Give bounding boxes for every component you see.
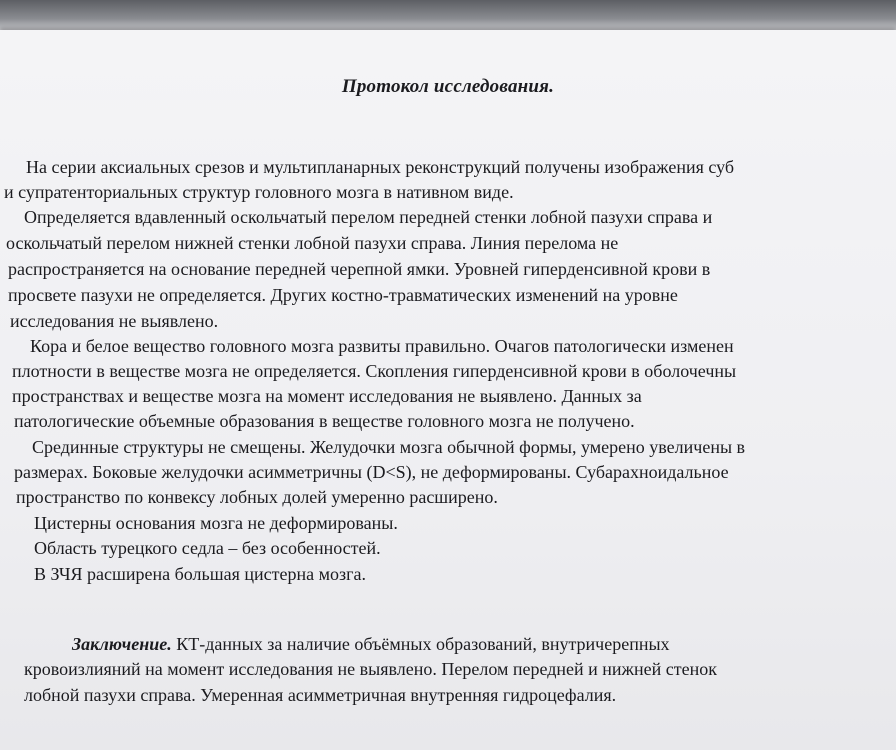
conclusion-first-line	[72, 633, 670, 655]
top-shadow-band	[0, 0, 896, 34]
body-line: На серии аксиальных срезов и мультипланарных реконструкций получены изображения суб	[26, 157, 735, 177]
body-line: Область турецкого седла – без особенностей.	[34, 538, 381, 558]
body-line: плотности в веществе мозга не определяется. Скопления гиперденсивной крови в оболочечны	[12, 361, 737, 381]
body-line: пространствах и веществе мозга на момент исследования не выявлено. Данных за	[12, 386, 642, 406]
document-title: Протокол исследования.	[341, 76, 555, 97]
body-line: исследования не выявлено.	[10, 311, 219, 331]
body-line: Кора и белое вещество головного мозга развиты правильно. Очагов патологически изменен	[30, 336, 734, 356]
body-line: Определяется вдавленный оскольчатый перелом передней стенки лобной пазухи справа и	[24, 207, 713, 227]
body-line: оскольчатый перелом нижней стенки лобной пазухи справа. Линия перелома не	[6, 233, 619, 253]
body-line: патологические объемные образования в веществе головного мозга не получено.	[14, 411, 635, 431]
body-line: распространяется на основание передней черепной ямки. Уровней гиперденсивной крови в	[8, 259, 711, 279]
conclusion-text: КТ-данных за наличие объёмных образований, внутричерепных	[171, 634, 670, 654]
conclusion-label: Заключение.	[72, 634, 172, 654]
body-line: просвете пазухи не определяется. Других костно-травматических изменений на уровне	[8, 285, 678, 305]
body-line: В ЗЧЯ расширена большая цистерна мозга.	[34, 564, 366, 584]
body-line: пространство по конвексу лобных долей умеренно расширено.	[16, 487, 498, 507]
body-line: Срединные структуры не смещены. Желудочки мозга обычной формы, умерено увеличены в	[32, 437, 746, 457]
body-line: и супратенториальных структур головного мозга в нативном виде.	[4, 182, 514, 202]
body-line: размерах. Боковые желудочки асимметричны (D<S), не деформированы. Субарахноидальное	[14, 462, 729, 482]
body-line: Цистерны основания мозга не деформированы.	[34, 513, 398, 533]
conclusion-line: кровоизлияний на момент исследования не выявлено. Перелом передней и нижней стенок	[24, 659, 717, 679]
conclusion-line: лобной пазухи справа. Умеренная асимметричная внутренняя гидроцефалия.	[24, 685, 617, 705]
